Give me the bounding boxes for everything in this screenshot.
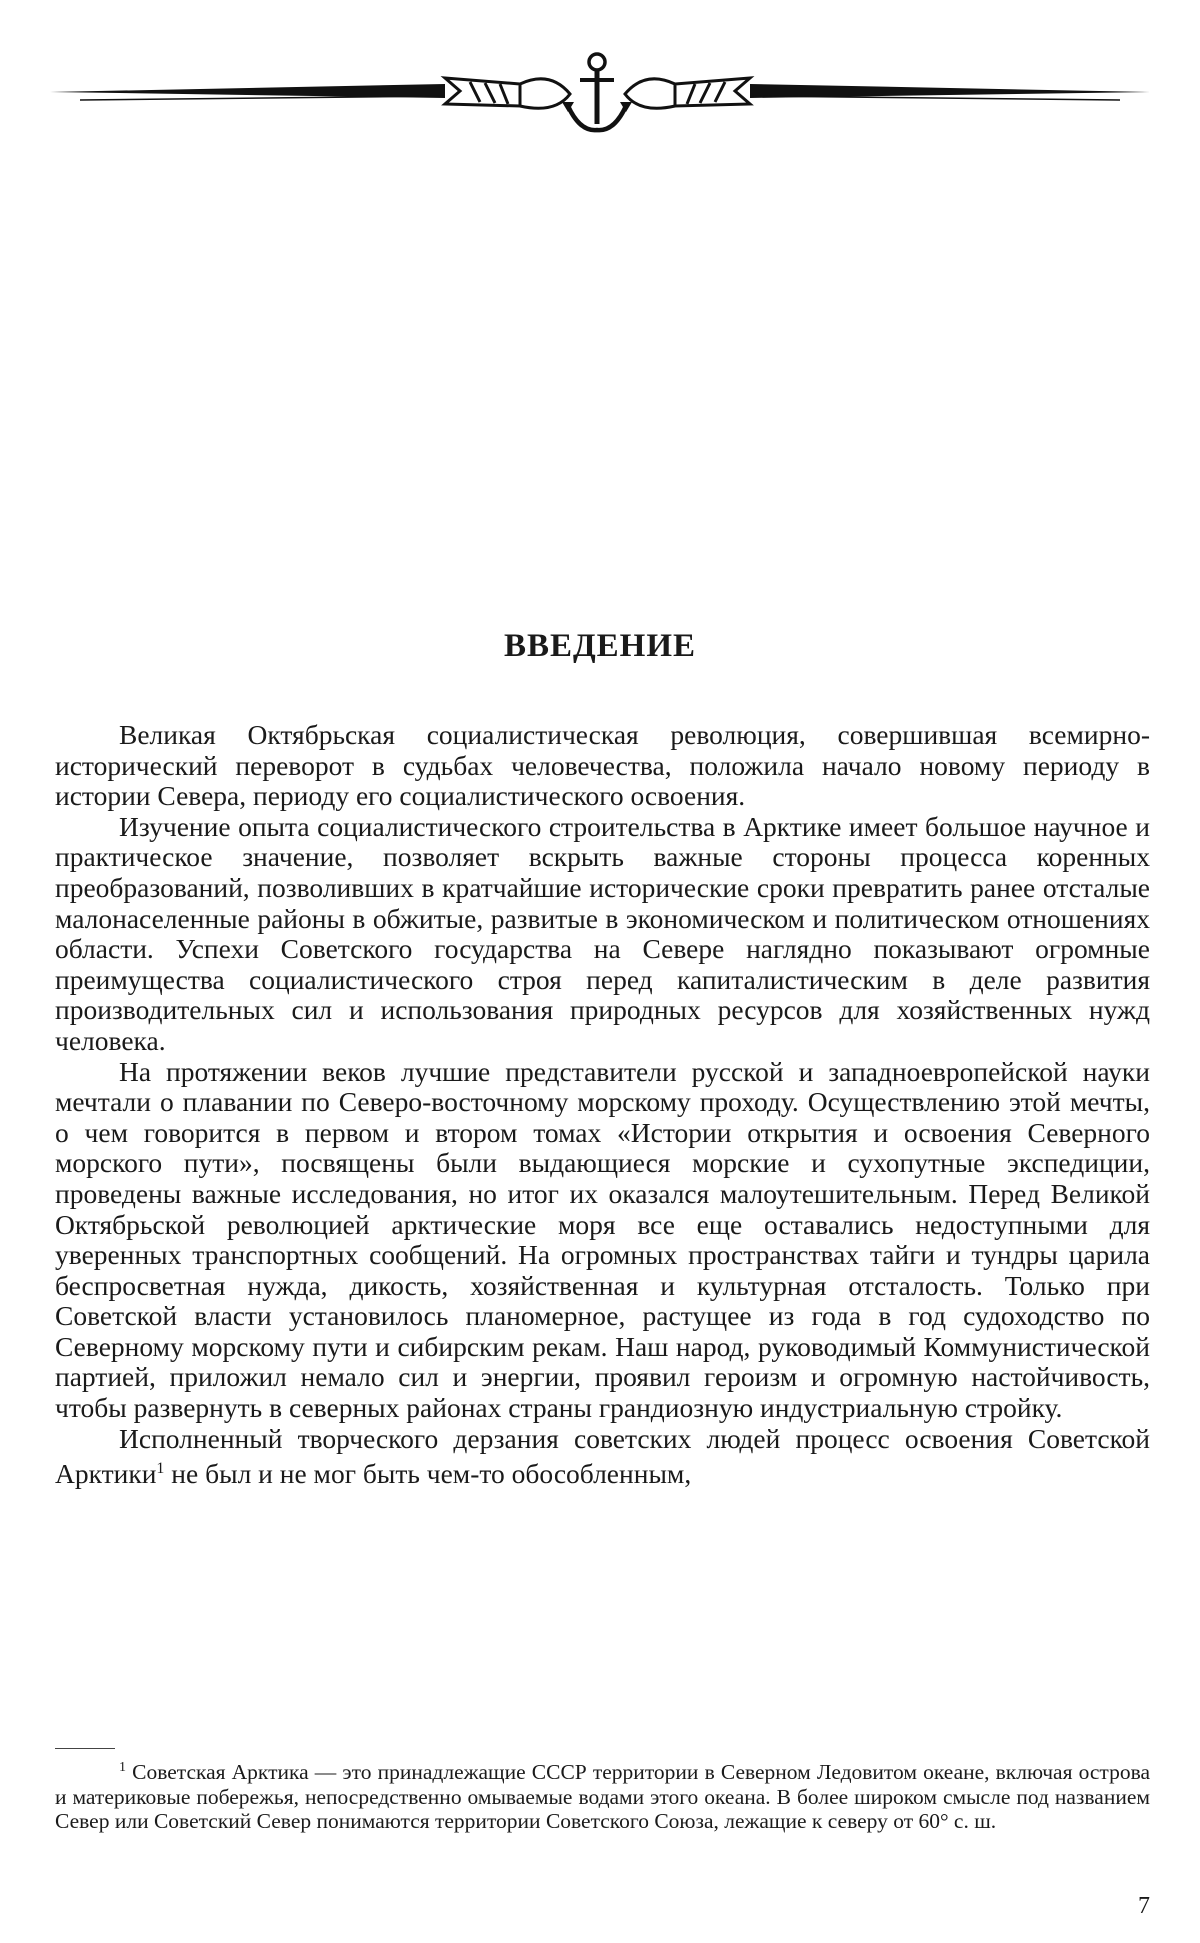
chapter-title: ВВЕДЕНИЕ: [503, 628, 697, 664]
footnote-divider: [55, 1748, 115, 1749]
footnote-mark: 1: [119, 1760, 126, 1775]
footnote: [55, 1756, 1150, 1834]
paragraph: Великая Октябрьская социалистическая революция, совершившая всемирно-исторический переворот в судьбах человечества, положила начало новому периоду в истории Севера, периоду его социалистического освоения.: [55, 719, 1150, 812]
paragraph-text: Исполненный творческого дерзания советских людей процесс освоения Советской Арктики: [55, 1422, 1150, 1490]
paragraph: На протяжении веков лучшие представители русской и западноевропейской науки мечтали о плавании по Северо-восточному морскому проходу. Осуществлению этой мечты, о чем говорится в первом и втором томах «Истории открытия и освоения Северного морского пути», посвящены были выдающиеся морские и сухопутные экспедиции, проведены важные исследования, но итог их оказался малоутешительным. Перед Великой Октябрьской революцией арктические моря все еще оставались недоступными для уверенных транспортных сообщений. На огромных пространствах тайги и тундры царила беспросветная нужда, дикость, хозяйственная и культурная отсталость. Только при Советской власти установилось планомерное, растущее из года в год судоходство по Северному морскому пути и сибирским рекам. Наш народ, руководимый Коммунистической партией, приложил немало сил и энергии, проявил героизм и огромную настойчивость, чтобы развернуть в северных районах страны грандиозную индустриальную стройку.: [55, 1055, 1150, 1424]
footnote-text: Советская Арктика — это принадлежащие СССР территории в Северном Ледовитом океане, включая острова и материковые побережья, непосредственно омываемые водами этого океана. В более широком смысле под названием Север или Советский Север понимаются территории Советского Союза, лежащие к северу от 60° с. ш.: [55, 1760, 1150, 1834]
footnote-ref: 1: [156, 1460, 165, 1478]
page-number: 7: [1138, 1893, 1150, 1919]
paragraph: [55, 1424, 1150, 1490]
paragraph: Изучение опыта социалистического строительства в Арктике имеет большое научное и практическое значение, позволяет вскрыть важные стороны процесса коренных преобразований, позволивших в кратчайшие исторические сроки превратить ранее отсталые малонаселенные районы в обжитые, развитые в экономическом и политическом отношениях области. Успехи Советского государства на Севере наглядно показывают огромные преимущества социалистического строя перед капиталистическим в деле развития производительных сил и использования природных ресурсов для хозяйственных нужд человека.: [55, 810, 1150, 1056]
anchor-ribbon-ornament-icon: [50, 40, 1150, 140]
paragraph-text: не был и не мог быть чем-то обособленным,: [164, 1458, 692, 1490]
body-text: [55, 720, 1150, 1490]
